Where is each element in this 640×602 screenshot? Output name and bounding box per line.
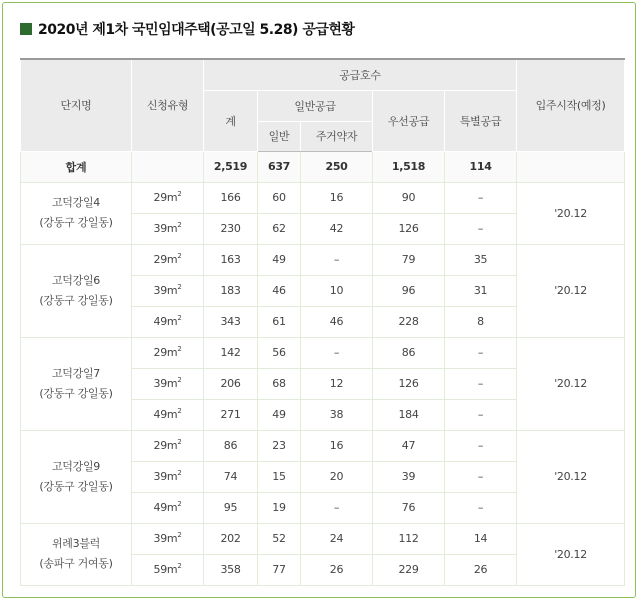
unit-type-cell: [132, 492, 204, 523]
complex-cell: [21, 523, 132, 585]
header-weak-sub: 주거약자: [301, 121, 373, 151]
cell-special: 26: [445, 554, 517, 585]
cell-general: 68: [258, 368, 301, 399]
cell-weak: 38: [301, 399, 373, 430]
complex-name: 고덕강일7: [51, 366, 100, 380]
cell-weak: 16: [301, 182, 373, 213]
unit-superscript: 2: [177, 438, 182, 446]
unit-type-cell: [132, 337, 204, 368]
cell-special: 35: [445, 244, 517, 275]
unit-type-cell: [132, 244, 204, 275]
cell-weak: 26: [301, 554, 373, 585]
cell-total: 86: [204, 430, 258, 461]
supply-table: [20, 58, 625, 586]
table-header: [21, 59, 625, 151]
unit-superscript: 2: [177, 376, 182, 384]
complex-location: (송파구 거여동): [39, 557, 113, 570]
unit-type: 39m: [153, 470, 178, 483]
cell-priority: 96: [373, 275, 445, 306]
unit-type-cell: [132, 368, 204, 399]
unit-superscript: 2: [177, 531, 182, 539]
page-title: [20, 18, 354, 40]
unit-type-cell: [132, 399, 204, 430]
total-row: [21, 151, 625, 182]
cell-special: –: [445, 368, 517, 399]
cell-total: 343: [204, 306, 258, 337]
cell-priority: 90: [373, 182, 445, 213]
cell-total: 95: [204, 492, 258, 523]
total-weak: 250: [301, 151, 373, 182]
cell-priority: 126: [373, 213, 445, 244]
unit-type: 39m: [153, 284, 178, 297]
total-priority: 1,518: [373, 151, 445, 182]
unit-type-cell: [132, 213, 204, 244]
complex-cell: [21, 182, 132, 244]
unit-type: 49m: [153, 315, 178, 328]
cell-general: 23: [258, 430, 301, 461]
cell-weak: 24: [301, 523, 373, 554]
cell-special: 14: [445, 523, 517, 554]
unit-superscript: 2: [177, 314, 182, 322]
cell-weak: –: [301, 337, 373, 368]
complex-cell: [21, 430, 132, 523]
cell-special: –: [445, 399, 517, 430]
cell-priority: 112: [373, 523, 445, 554]
cell-total: 183: [204, 275, 258, 306]
total-move-in: [517, 151, 625, 182]
unit-type-cell: [132, 523, 204, 554]
cell-weak: 10: [301, 275, 373, 306]
cell-weak: –: [301, 492, 373, 523]
total-sum: 2,519: [204, 151, 258, 182]
unit-superscript: 2: [177, 221, 182, 229]
table-row: [21, 523, 625, 554]
cell-weak: 16: [301, 430, 373, 461]
cell-priority: 228: [373, 306, 445, 337]
header-priority: 우선공급: [373, 90, 445, 151]
cell-general: 49: [258, 244, 301, 275]
complex-name: 고덕강일9: [51, 459, 100, 473]
cell-priority: 76: [373, 492, 445, 523]
unit-type: 29m: [153, 191, 178, 204]
header-supply: 공급호수: [204, 59, 517, 90]
cell-general: 49: [258, 399, 301, 430]
cell-special: –: [445, 182, 517, 213]
unit-superscript: 2: [177, 190, 182, 198]
move-in-date: '20.12: [517, 244, 625, 337]
complex-name: 위례3블럭: [51, 537, 100, 550]
cell-priority: 229: [373, 554, 445, 585]
cell-general: 56: [258, 337, 301, 368]
cell-priority: 79: [373, 244, 445, 275]
cell-weak: 20: [301, 461, 373, 492]
complex-name: 고덕강일4: [51, 196, 100, 209]
header-special: 특별공급: [445, 90, 517, 151]
complex-cell: [21, 244, 132, 337]
unit-superscript: 2: [177, 345, 182, 353]
unit-type: 39m: [153, 377, 178, 390]
move-in-date: '20.12: [517, 523, 625, 585]
cell-priority: 47: [373, 430, 445, 461]
cell-weak: 46: [301, 306, 373, 337]
unit-superscript: 2: [177, 500, 182, 508]
complex-location: (강동구 강일동): [39, 386, 113, 400]
complex-location: (강동구 강일동): [39, 293, 113, 307]
unit-type: 29m: [153, 439, 178, 452]
table-row: [21, 337, 625, 368]
cell-weak: 12: [301, 368, 373, 399]
square-bullet-icon: [20, 23, 32, 35]
table-row: [21, 430, 625, 461]
unit-superscript: 2: [177, 283, 182, 291]
unit-superscript: 2: [177, 407, 182, 415]
cell-total: 142: [204, 337, 258, 368]
cell-total: 163: [204, 244, 258, 275]
complex-cell: [21, 337, 132, 430]
table-row: [21, 244, 625, 275]
move-in-date: '20.12: [517, 430, 625, 523]
cell-general: 46: [258, 275, 301, 306]
cell-special: 31: [445, 275, 517, 306]
cell-general: 61: [258, 306, 301, 337]
unit-superscript: 2: [177, 469, 182, 477]
unit-type: 39m: [153, 532, 178, 545]
table-row: [21, 182, 625, 213]
cell-general: 15: [258, 461, 301, 492]
cell-total: 230: [204, 213, 258, 244]
unit-type-cell: [132, 275, 204, 306]
header-complex: 단지명: [21, 59, 132, 151]
complex-name: 고덕강일6: [51, 273, 100, 287]
unit-type: 59m: [153, 563, 178, 576]
cell-total: 166: [204, 182, 258, 213]
total-label: 합계: [21, 151, 132, 182]
header-type: 신청유형: [132, 59, 204, 151]
unit-type-cell: [132, 430, 204, 461]
header-general: 일반공급: [258, 90, 373, 121]
cell-general: 19: [258, 492, 301, 523]
cell-priority: 86: [373, 337, 445, 368]
page-title-text: 2020년 제1차 국민임대주택(공고일 5.28) 공급현황: [38, 22, 355, 38]
unit-type-cell: [132, 554, 204, 585]
cell-priority: 126: [373, 368, 445, 399]
header-general-sub: 일반: [258, 121, 301, 151]
complex-location: (강동구 강일동): [39, 216, 113, 229]
cell-weak: –: [301, 244, 373, 275]
cell-special: –: [445, 213, 517, 244]
header-move-in: 입주시작(예정): [517, 59, 625, 151]
unit-type-cell: [132, 461, 204, 492]
cell-total: 74: [204, 461, 258, 492]
cell-general: 52: [258, 523, 301, 554]
table-body: [21, 151, 625, 585]
unit-type: 29m: [153, 253, 178, 266]
unit-superscript: 2: [177, 252, 182, 260]
unit-type-cell: [132, 306, 204, 337]
unit-type-cell: [132, 182, 204, 213]
unit-superscript: 2: [177, 562, 182, 570]
cell-general: 77: [258, 554, 301, 585]
unit-type: 39m: [153, 222, 178, 235]
cell-general: 62: [258, 213, 301, 244]
cell-priority: 39: [373, 461, 445, 492]
cell-general: 60: [258, 182, 301, 213]
unit-type: 49m: [153, 408, 178, 421]
unit-type: 29m: [153, 346, 178, 359]
cell-special: –: [445, 430, 517, 461]
cell-total: 202: [204, 523, 258, 554]
cell-special: –: [445, 492, 517, 523]
move-in-date: '20.12: [517, 182, 625, 244]
unit-type: 49m: [153, 501, 178, 514]
total-general: 637: [258, 151, 301, 182]
header-total: 계: [204, 90, 258, 151]
complex-location: (강동구 강일동): [39, 479, 113, 493]
total-special: 114: [445, 151, 517, 182]
cell-weak: 42: [301, 213, 373, 244]
move-in-date: '20.12: [517, 337, 625, 430]
cell-total: 358: [204, 554, 258, 585]
cell-special: 8: [445, 306, 517, 337]
cell-total: 206: [204, 368, 258, 399]
cell-special: –: [445, 461, 517, 492]
cell-special: –: [445, 337, 517, 368]
cell-priority: 184: [373, 399, 445, 430]
cell-total: 271: [204, 399, 258, 430]
total-type: [132, 151, 204, 182]
